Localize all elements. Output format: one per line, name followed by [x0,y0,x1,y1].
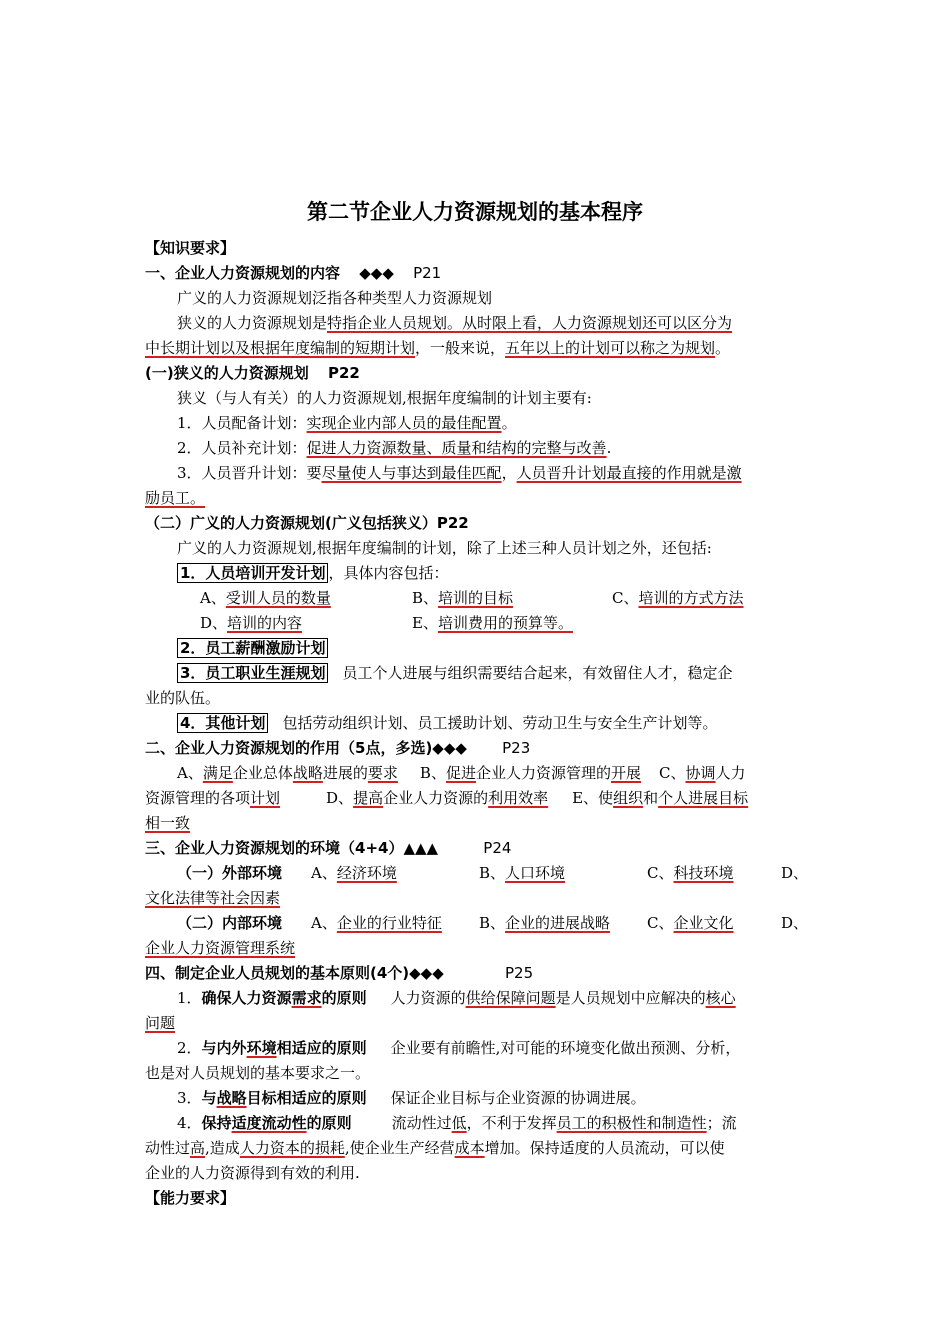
underlined-text: 开展 [610,764,641,782]
list-item [145,561,842,585]
environment-row [145,911,842,935]
underlined-text: 培训的内容 [227,614,303,632]
internal-environment-label: （二）内部环境 [177,914,283,932]
principle-title: 保持 [201,1114,232,1132]
text: 员工个人进展与组织需要结合起来，有效留住人才，稳定企 [342,664,733,682]
principle-title: 的原则 [306,1114,352,1132]
paragraph: 广义的人力资源规划泛指各种类型人力资源规划 [177,289,493,307]
underlined-text: 组织 [613,789,644,807]
text: 保证企业目标与企业资源的协调进展。 [390,1089,646,1107]
paragraph: 狭义（与人有关）的人力资源规划,根据年度编制的计划主要有: [177,389,592,407]
paragraph [145,1011,810,1035]
underlined-text: 提高 [353,789,384,807]
option-label: A、 [311,914,337,932]
underlined-text: 成本 [454,1139,485,1157]
section-2-heading [145,736,810,760]
paragraph [145,886,810,910]
paragraph: 广义的人力资源规划,根据年度编制的计划，除了上述三种人员计划之外，还包括: [177,539,712,557]
principle-item [145,1111,842,1135]
text: ,使企业生产经营 [344,1139,455,1157]
option-label: C、 [647,864,674,882]
page-reference: P22 [327,364,360,382]
underlined-text: 科技环境 [673,864,734,882]
underlined-text: 尽量使人与事达到最佳匹配 [321,464,502,482]
underlined-text: 励员工。 [145,489,206,507]
text: 人力 [715,764,746,782]
paragraph [145,936,810,960]
subsection-title: (一)狭义的人力资源规划 [145,364,309,382]
underlined-text: 人员晋升计划最直接的作用就是激 [516,464,742,482]
section-4-title: 四、制定企业人员规划的基本原则(4个)◆◆◆ [145,964,444,982]
underlined-text: 企业的行业特征 [336,914,442,932]
page-reference: P21 [413,264,442,282]
text: ；流 [706,1114,737,1132]
underlined-text: 五年以上的计划可以称之为规划 [505,339,716,357]
underlined-text: 人力资本的损耗 [239,1139,345,1157]
underlined-text: 个人进展目标 [658,789,749,807]
paragraph: 业的队伍。 [145,689,221,707]
boxed-heading: 2．员工薪酬激励计划 [177,638,328,658]
text: 和 [643,789,659,807]
underlined-text: 需求 [291,989,322,1007]
option-a [200,586,412,610]
text: 企业总体 [232,764,293,782]
option-label: A、 [200,589,226,607]
page-reference: P23 [502,739,531,757]
environment-row [145,861,842,885]
text: 企业要有前瞻性,对可能的环境变化做出预测、分析， [390,1039,741,1057]
option-label: C、 [647,914,674,932]
underlined-text: 实现企业内部人员的最佳配置 [306,414,502,432]
principle-item [145,1086,842,1110]
text: ，不利于发挥 [466,1114,557,1132]
underlined-text: 问题 [145,1014,176,1032]
page-reference: P24 [483,839,512,857]
principle-title: 确保人力资源 [201,989,292,1007]
underlined-text: 相一致 [145,814,191,832]
text: ，一般来说， [415,339,506,357]
text: 2． [177,1039,202,1057]
text: ， [501,464,517,482]
principle-item [145,986,842,1010]
text: 企业人力资源的 [383,789,489,807]
section-4-heading [145,961,810,985]
text: 3．人员晋升计划：要 [177,464,322,482]
principle-title: 目标相适应的原则 [246,1089,367,1107]
underlined-text: 人口环境 [505,864,566,882]
paragraph [145,786,810,810]
principle-title: 与内外 [201,1039,247,1057]
text: 增加。保持适度的人员流动，可以使 [484,1139,725,1157]
boxed-heading: 3．员工职业生涯规划 [177,663,328,683]
underlined-text: 供给保障问题 [465,989,556,1007]
option-row [145,611,865,635]
underlined-text: 员工的积极性和制造性 [556,1114,707,1132]
text: 是人员规划中应解决的 [555,989,706,1007]
list-item [145,711,842,735]
ability-requirements-heading: 【能力要求】 [145,1189,236,1207]
underlined-text: 低 [451,1114,467,1132]
paragraph [145,336,810,360]
principle-title: 与 [201,1089,217,1107]
option-label: D、 [200,614,228,632]
underlined-text: 培训的目标 [438,589,514,607]
underlined-text: 满足 [202,764,233,782]
list-item [145,661,842,685]
text: 2．人员补充计划： [177,439,307,457]
paragraph [145,1136,810,1160]
option-b [412,586,612,610]
principle-item [145,1036,842,1060]
underlined-text: 培训的方式方法 [638,589,744,607]
option-label: C、 [612,589,639,607]
option-label: D、 [781,864,809,882]
underlined-text: 要求 [367,764,398,782]
list-item [145,636,842,660]
section-1-heading [145,261,810,285]
text: . [606,439,612,457]
text: ，具体内容包括： [328,564,449,582]
boxed-heading: 1．人员培训开发计划 [177,563,328,583]
text: E、使 [572,789,614,807]
text: 资源管理的各项 [145,789,251,807]
paragraph [145,761,842,785]
list-item [145,461,842,485]
principle-title: 相适应的原则 [276,1039,367,1057]
underlined-text: 受训人员的数量 [225,589,331,607]
page-title: 第二节企业人力资源规划的基本程序 [307,200,643,224]
underlined-text: 利用效率 [488,789,549,807]
text: A、 [177,764,203,782]
text: C、 [659,764,686,782]
paragraph: 也是对人员规划的基本要求之一。 [145,1064,371,1082]
text: 动性过 [145,1139,191,1157]
underlined-text: 战略 [292,764,323,782]
underlined-text: 中长期计划以及根据年度编制的短期计划 [145,339,416,357]
text: ,造成 [205,1139,240,1157]
option-label: E、 [412,614,438,632]
option-row [145,586,865,610]
option-label: B、 [479,914,506,932]
text: 。 [715,339,731,357]
underlined-text: 企业的进展战略 [505,914,611,932]
section-3-heading [145,836,810,860]
text: D、 [326,789,354,807]
boxed-heading: 4．其他计划 [177,713,268,733]
option-d [200,611,412,635]
underlined-text: 适度流动性 [231,1114,307,1132]
underlined-text: 培训费用的预算等。 [437,614,573,632]
paragraph [145,811,810,835]
underlined-text: 计划 [250,789,281,807]
underlined-text: 协调 [685,764,716,782]
paragraph [145,486,810,510]
section-3-title: 三、企业人力资源规划的环境（4+4）▲▲▲ [145,839,439,857]
text: 3． [177,1089,202,1107]
importance-marks: ◆◆◆ [359,264,394,282]
knowledge-requirements-heading: 【知识要求】 [145,239,236,257]
underlined-text: 环境 [246,1039,277,1057]
text: 1．人员配备计划： [177,414,307,432]
principle-title: 的原则 [321,989,367,1007]
underlined-text: 特指企业人员规划。从时限上看，人力资源规划还可以区分为 [327,314,733,332]
underlined-text: 经济环境 [336,864,397,882]
underlined-text: 高 [190,1139,206,1157]
subsection-heading [145,361,810,385]
text: 。 [501,414,517,432]
underlined-text: 战略 [216,1089,247,1107]
option-e [412,611,573,635]
option-label: B、 [479,864,506,882]
section-1-title: 一、企业人力资源规划的内容 [145,264,341,282]
text: 进展的 [322,764,368,782]
underlined-text: 促进 [445,764,476,782]
paragraph: 企业的人力资源得到有效的利用. [145,1164,360,1182]
external-environment-label: （一）外部环境 [177,864,283,882]
option-c [612,586,744,610]
option-label: B、 [412,589,439,607]
option-label: A、 [311,864,337,882]
text: 狭义的人力资源规划是 [177,314,328,332]
text: B、 [419,764,446,782]
underlined-text: 企业文化 [673,914,734,932]
text: 人力资源的 [390,989,466,1007]
paragraph [145,311,842,335]
underlined-text: 企业人力资源管理系统 [145,939,296,957]
underlined-text: 文化法律等社会因素 [145,889,281,907]
section-2-title: 二、企业人力资源规划的作用（5点，多选)◆◆◆ [145,739,467,757]
text: 1． [177,989,202,1007]
option-label: D、 [781,914,809,932]
text: 流动性过 [391,1114,452,1132]
text: 企业人力资源管理的 [475,764,611,782]
subsection-heading: （二）广义的人力资源规划(广义包括狭义）P22 [145,514,469,532]
underlined-text: 促进人力资源数量、质量和结构的完整与改善 [306,439,607,457]
page-reference: P25 [505,964,534,982]
list-item [145,411,842,435]
underlined-text: 核心 [705,989,736,1007]
text: 包括劳动组织计划、员工援助计划、劳动卫生与安全生产计划等。 [282,714,718,732]
text: 4． [177,1114,202,1132]
list-item [145,436,842,460]
